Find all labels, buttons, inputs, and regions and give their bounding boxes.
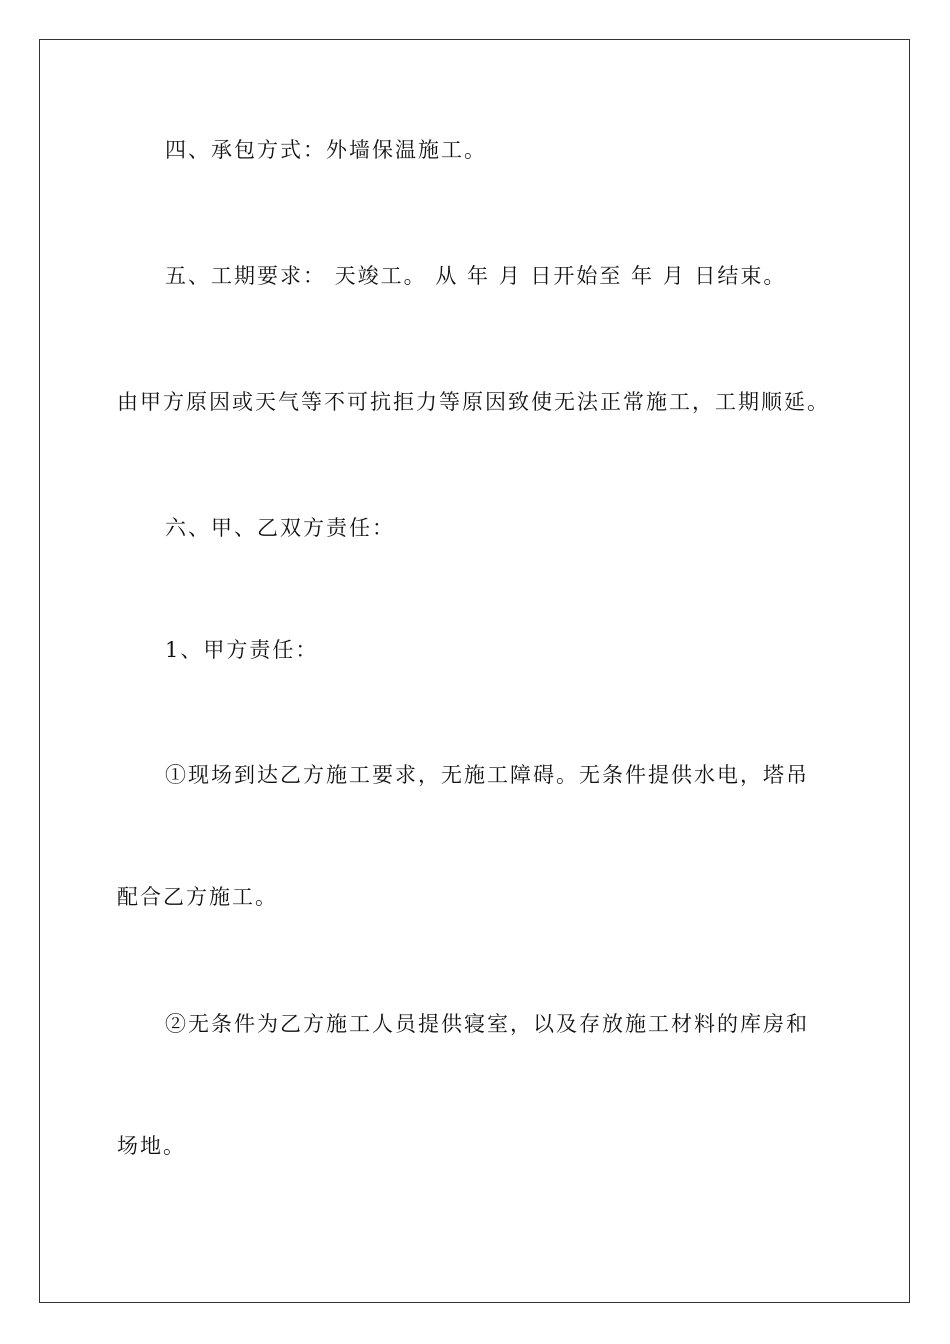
paragraph-item-1: ①现场到达乙方施工要求，无施工障碍。无条件提供水电，塔吊 [165, 763, 809, 787]
paragraph-schedule-extension: 由甲方原因或天气等不可抗拒力等原因致使无法正常施工，工期顺延。 [117, 390, 830, 414]
page-border [39, 39, 910, 1303]
paragraph-item-1-continued: 配合乙方施工。 [117, 885, 278, 909]
paragraph-contract-method: 四、承包方式：外墙保温施工。 [165, 138, 487, 162]
paragraph-item-2-continued: 场地。 [117, 1134, 186, 1158]
paragraph-party-a-heading: 1、甲方责任： [165, 638, 319, 662]
paragraph-responsibilities-heading: 六、甲、乙双方责任： [165, 516, 395, 540]
paragraph-schedule-requirement: 五、工期要求： 天竣工。 从 年 月 日开始至 年 月 日结束。 [165, 264, 787, 288]
paragraph-item-2: ②无条件为乙方施工人员提供寝室，以及存放施工材料的库房和 [165, 1012, 809, 1036]
